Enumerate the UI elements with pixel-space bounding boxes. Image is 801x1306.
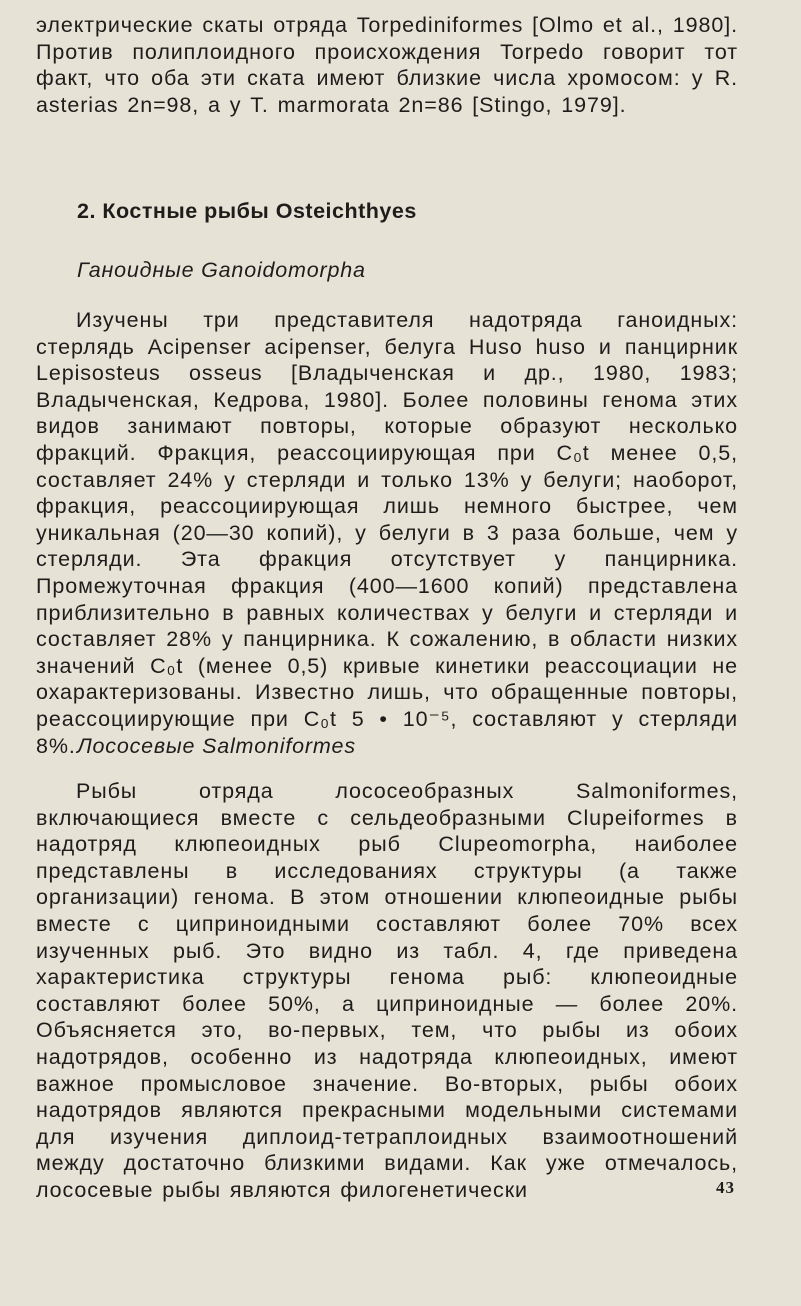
salmon-paragraph: Рыбы отряда лососеобразных Salmoniformes, включающиеся вместе с сельдеобразными Clupeiformes в надотряд клюпеоидных рыб Clupeomorpha, наиболее представлены в исследованиях структуры (а также организации) генома. В этом отношении клюпеоидные рыбы вместе с циприноидными составляют более 70% всех изученных рыб. Это видно из табл. 4, где приведена характеристика структуры генома рыб: клюпеоидные составляют более 50%, а циприноидные — более 20%. Объясняется это, во-первых, тем, что рыбы из обоих надотрядов, особенно из надотряда клюпеоидных, имеют важное промысловое значение. Во-вторых, рыбы обоих надотрядов являются прекрасными модельными системами для изучения диплоид-тетраплоидных взаимоотношений между достаточно близкими видами. Как уже отмечалось, лососевые рыбы являются филогенетически [36,779,738,1202]
salmon-heading: Лососевые Salmoniformes [77,734,356,758]
intro-paragraph-block [36,12,738,118]
ganoid-paragraph: Изучены три представителя надотряда ганоидных: стерлядь Acipenser acipenser, белуга Huso huso и панцирник Lepisosteus osseus [Владыченская и др., 1980, 1983; Владыченская, Кедрова, 1980]. Более половины генома этих видов занимают повторы, которые образуют несколько фракций. Фракция, реассоциирующая при C₀t менее 0,5, составляет 24% у стерляди и только 13% у белуги; наоборот, фракция, реассоциирующая лишь немного быстрее, чем уникальная (20—30 копий), у белуги в 3 раза больше, чем у стерляди. Эта фракция отсутствует у панцирника. Промежуточная фракция (400—1600 копий) представлена приблизительно в равных количествах у белуги и стерляди и составляет 28% у панцирника. К сожалению, в области низких значений C₀t (менее 0,5) кривые кинетики реассоциации не охарактеризованы. Известно лишь, что обращенные повторы, реассоциирующие при C₀t 5 • 10⁻⁵, составляют у стерляди 8%. [36,308,738,758]
section-title: 2. Костные рыбы Osteichthyes [77,199,417,223]
intro-paragraph: электрические скаты отряда Torpediniformes [Olmo et al., 1980]. Против полиплоидного происхождения Torpedo говорит тот факт, что оба эти ската имеют близкие числа хромосом: у R. asterias 2n=98, а у T. marmorata 2n=86 [Stingo, 1979]. [36,13,738,117]
ganoid-paragraph-block [36,307,738,759]
ganoid-heading: Ганоидные Ganoidomorpha [77,258,366,282]
page-number: 43 [716,1178,735,1197]
salmon-paragraph-block [36,778,738,1204]
